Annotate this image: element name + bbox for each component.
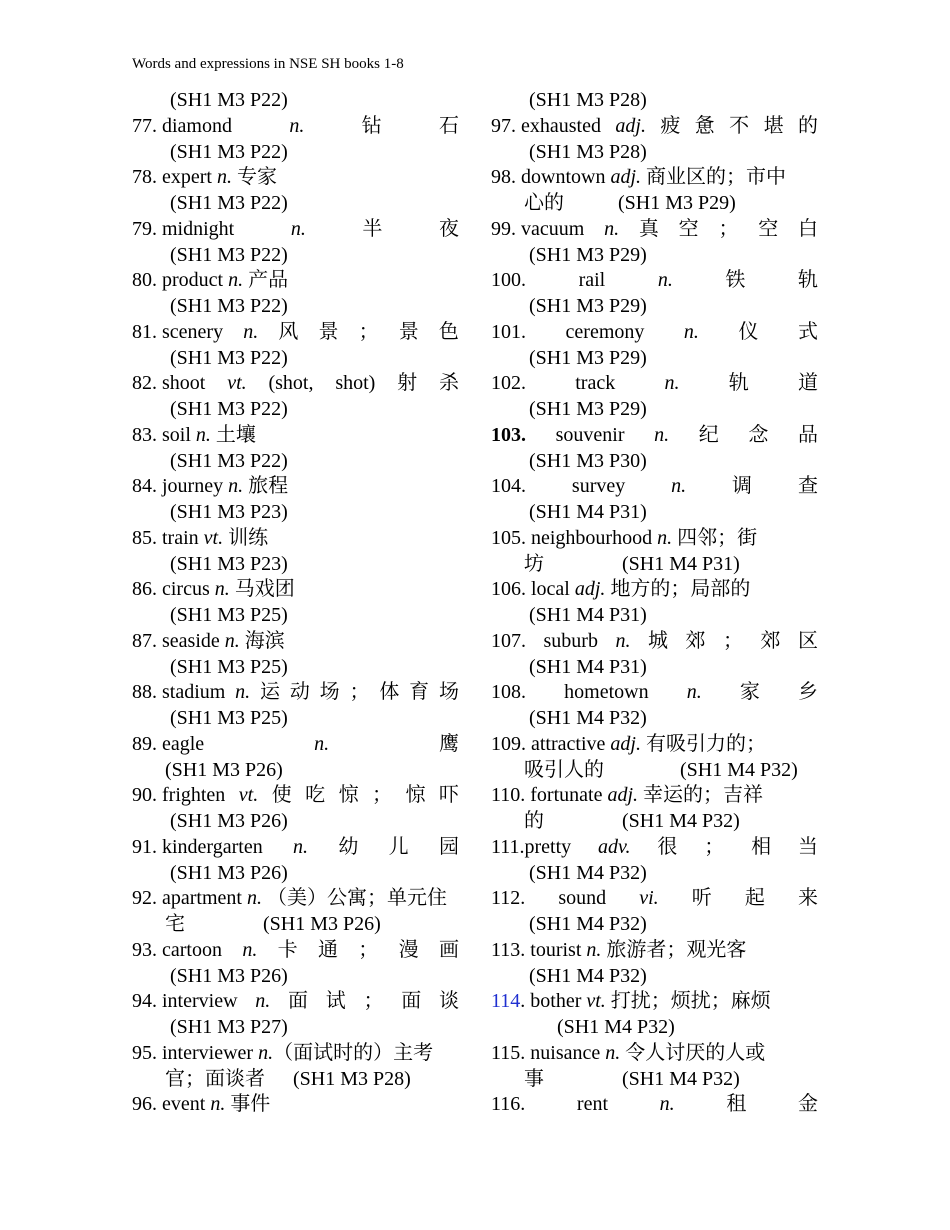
entry-token: 轨 [728,372,749,395]
entry-token: 郊 [760,629,781,652]
source-ref: (SH1 M3 P26) [263,913,381,935]
entry-line [132,217,459,243]
entry-token: souvenir [555,423,625,446]
source-ref: (SH1 M4 P31) [529,501,647,523]
source-ref: (SH1 M3 P22) [170,398,288,420]
entry-token: 半 [362,217,383,240]
entry-token: 使 [271,784,292,807]
right-column [491,88,818,1118]
entry-token: adv. [598,835,631,858]
entry-token: 惊 [405,784,426,807]
source-ref: (SH1 M4 P32) [529,707,647,729]
entry-token: n. [671,475,687,498]
entry-line [491,1092,818,1118]
entry-token: 起 [744,887,765,910]
entry-token: 103. [491,423,526,446]
entry-token: n. [683,320,699,343]
entry-token: (shot, [268,372,314,395]
entry-line: 109. attractive adj. 有吸引力的； [491,732,766,755]
entry-token: 吓 [438,784,459,807]
entry-token: n. [615,629,631,652]
entry-token: 租 [726,1093,747,1116]
entry-token: 不 [729,114,750,137]
entry-token: 空 [758,217,779,240]
source-ref: (SH1 M4 P32) [529,964,647,987]
source-ref: (SH1 M3 P26) [165,758,283,781]
source-ref: (SH1 M3 P30) [529,449,647,472]
entry-line [491,217,818,243]
source-ref: (SH1 M3 P28) [529,89,647,111]
entry-token: suburb [543,629,598,652]
entry-token: ； [704,835,725,858]
source-ref: (SH1 M3 P23) [170,501,288,523]
entry-token: n. [659,1093,675,1116]
source-ref: (SH1 M3 P26) [170,861,288,884]
source-ref: (SH1 M3 P29) [529,398,647,420]
entry-token: 的 [797,114,818,137]
entry-token: 风 [278,320,299,343]
entry-token: ceremony [565,320,645,343]
entry-continuation: 官；面谈者 (SH1 M3 P28) [165,1067,411,1090]
source-ref: (SH1 M3 P22) [170,243,288,266]
entry-token: 鹰 [439,732,459,755]
entry-token: 104. [491,475,526,498]
entry-token: 97. exhausted [491,114,601,137]
entry-token: 107. [491,629,526,652]
entry-line: 85. train vt. 训练 [132,526,269,549]
entry-token: 郊 [685,629,706,652]
entry-line: 115. nuisance n. 令人讨厌的人或 [491,1041,766,1064]
entry-token: 吃 [305,784,326,807]
source-ref: (SH1 M3 P22) [170,449,288,472]
source-ref: (SH1 M3 P29) [529,295,647,317]
entry-token: 101. [491,320,526,343]
source-ref: (SH1 M4 P32) [529,861,647,884]
entry-token: 89. eagle [132,732,205,755]
entry-token: n. [654,423,670,446]
entry-token: 惊 [338,784,359,807]
entry-token: ； [358,320,379,343]
entry-line [132,114,459,140]
entry-line: 95. interviewer n.（面试时的）主考 [132,1041,434,1064]
source-ref: (SH1 M3 P22) [170,89,288,111]
entry-token: ； [349,681,370,704]
source-ref: (SH1 M3 P29) [618,192,736,214]
entry-token: 夜 [438,217,459,240]
entry-token: vt. [227,372,247,395]
entry-line: 80. product n. 产品 [132,269,289,292]
entry-token: 园 [438,835,459,858]
entry-token: 108. [491,681,526,704]
entry-token: survey [571,475,626,498]
source-ref: (SH1 M3 P22) [170,140,288,163]
entry-token: 79. midnight [132,217,235,240]
entry-token: 景 [398,320,419,343]
entry-line [132,680,459,706]
entry-token: adj. [615,114,646,137]
source-ref: (SH1 M3 P22) [170,192,288,214]
entry-line [491,423,818,449]
entry-token: 色 [438,320,459,343]
page-header: Words and expressions in NSE SH books 1-8 [132,56,404,72]
entry-token: 区 [797,629,818,652]
entry-token: 81. scenery [132,320,224,343]
entry-token: vi. [639,887,659,910]
entry-line: 106. local adj. 地方的；局部的 [491,578,751,601]
entry-token: n. [686,681,702,704]
source-ref: (SH1 M4 P31) [529,604,647,626]
entry-token: 动 [289,681,310,704]
entry-token: 道 [797,372,818,395]
entry-token: n. [314,732,330,755]
entry-line [491,680,818,706]
entry-token: 真 [638,217,659,240]
entry-token: shot) [335,372,376,395]
entry-token: 77. diamond [132,114,232,137]
entry-token: n. [242,938,258,961]
source-ref: (SH1 M4 P32) [622,1067,740,1090]
entry-line [491,886,818,912]
source-ref: (SH1 M3 P25) [170,655,288,678]
entry-token: 面 [401,990,422,1013]
entry-token: ； [718,217,739,240]
entry-token: sound [558,887,607,910]
entry-token: 画 [438,938,459,961]
entry-line: 92. apartment n. （美）公寓；单元住 [132,887,447,910]
entry-token: 91. kindergarten [132,835,263,858]
entry-token: 场 [438,681,459,704]
entry-line [132,938,459,964]
entry-token: ； [363,990,384,1013]
entry-line [491,629,818,655]
entry-token: 家 [739,681,760,704]
entry-token: 102. [491,372,526,395]
entry-token: 100. [491,269,526,292]
entry-line: 84. journey n. 旅程 [132,475,289,498]
entry-token: 金 [797,1093,818,1116]
left-column [132,88,459,1118]
entry-line: 78. expert n. 专家 [132,166,277,189]
entry-token: 很 [657,835,678,858]
source-ref: (SH1 M4 P32) [680,758,798,781]
entry-token: n. [657,269,673,292]
entry-token: 白 [798,217,818,240]
entry-token: 111.pretty [491,835,572,858]
source-ref: (SH1 M4 P32) [557,1016,675,1038]
entry-token: 漫 [398,938,419,961]
entry-token: 当 [797,835,818,858]
entry-token: 查 [797,475,818,498]
entry-token: 场 [319,681,340,704]
entry-continuation: 宅 (SH1 M3 P26) [165,913,381,935]
entry-token: n. [235,681,251,704]
source-ref: (SH1 M3 P29) [529,346,647,369]
source-ref: (SH1 M3 P25) [170,707,288,729]
entry-line [132,783,459,809]
source-ref: (SH1 M3 P25) [170,604,288,626]
entry-token: 杀 [439,372,459,395]
entry-token: 谈 [438,990,459,1013]
source-ref: (SH1 M4 P31) [622,552,740,575]
entry-continuation: 坊 (SH1 M4 P31) [524,552,740,575]
entry-line: 105. neighbourhood n. 四邻；街 [491,526,758,549]
entry-token: 试 [325,990,346,1013]
source-ref: (SH1 M4 P32) [622,810,740,832]
entry-token: 卡 [277,938,298,961]
entry-token: rent [576,1093,609,1116]
entry-line [491,835,818,861]
entry-token: 116. [491,1093,526,1116]
entry-token: n. [290,217,306,240]
entry-continuation: 吸引人的 (SH1 M4 P32) [524,758,798,781]
entry-token: 运 [260,681,280,704]
entry-token: ； [372,784,393,807]
entry-token: 品 [797,423,818,446]
entry-token: 幼 [338,835,359,858]
entry-token: 通 [317,938,338,961]
entry-token: n. [664,372,680,395]
entry-token: 听 [691,887,712,910]
entry-token: 堪 [763,114,784,137]
entry-token: 面 [288,990,308,1013]
entry-token: 82. shoot [132,372,206,395]
entry-token: track [575,372,616,395]
entry-line [491,320,818,346]
entry-token: 念 [748,423,769,446]
entry-token: 铁 [725,269,746,292]
entry-token: ； [722,629,743,652]
entry-token: n. [604,217,620,240]
source-ref: (SH1 M3 P27) [170,1016,288,1038]
source-ref: (SH1 M3 P28) [293,1067,411,1090]
entry-line: 114. bother vt. 打扰；烦扰；麻烦 [491,990,771,1013]
entry-token: ； [358,938,379,961]
source-ref: (SH1 M3 P26) [170,964,288,987]
entry-token: 乡 [798,681,818,704]
source-ref: (SH1 M4 P31) [529,655,647,678]
entry-line: 83. soil n. 土壤 [132,423,256,446]
entry-line [132,371,459,397]
entry-token: n. [293,835,309,858]
entry-continuation: 事 (SH1 M4 P32) [524,1067,740,1090]
source-ref: (SH1 M3 P29) [529,243,647,266]
entry-line [132,732,459,758]
entry-token: 儿 [388,835,409,858]
entry-token: 钻 [361,114,382,137]
entry-line [132,835,459,861]
entry-token: 疲 [660,114,681,137]
entry-token: 93. cartoon [132,938,222,961]
entry-token: 景 [318,320,339,343]
entry-line [132,320,459,346]
entry-token: 88. stadium [132,681,226,704]
entry-continuation: 心的 (SH1 M3 P29) [524,192,736,214]
source-ref: (SH1 M3 P26) [170,810,288,832]
source-ref: (SH1 M3 P28) [529,140,647,163]
entry-token: 空 [678,217,699,240]
entry-token: hometown [564,681,649,704]
entry-token: 纪 [698,423,719,446]
entry-line: 110. fortunate adj. 幸运的；吉祥 [491,784,764,807]
entry-token: 90. frighten [132,784,226,807]
entry-token: 城 [647,629,668,652]
entry-token: 调 [732,475,753,498]
source-ref: (SH1 M3 P23) [170,552,288,575]
entry-line [132,989,459,1015]
source-ref: (SH1 M4 P32) [529,913,647,935]
entry-line: 86. circus n. 马戏团 [132,578,295,601]
entry-token: 相 [751,835,772,858]
entry-line [491,371,818,397]
entry-token: 94. interview [132,990,238,1013]
entry-line [491,474,818,500]
entry-token: 石 [438,114,459,137]
entry-token: vt. [238,784,259,807]
entry-line: 113. tourist n. 旅游者；观光客 [491,938,747,961]
source-ref: (SH1 M3 P22) [170,295,288,317]
entry-token: rail [578,269,606,292]
entry-token: 轨 [797,269,818,292]
entry-token: 体 [379,681,400,704]
source-ref: (SH1 M3 P22) [170,346,288,369]
entry-token: 式 [797,320,818,343]
entry-token: 来 [797,887,818,910]
entry-token: 99. vacuum [491,217,585,240]
entry-line [491,268,818,294]
entry-line [491,114,818,140]
entry-line: 87. seaside n. 海滨 [132,629,285,652]
entry-token: 惫 [694,114,715,137]
entry-token: n. [243,320,259,343]
entry-token: 射 [397,372,418,395]
entry-token: 112. [491,887,526,910]
entry-token: n. [289,114,305,137]
entry-continuation: 的 (SH1 M4 P32) [524,810,740,832]
entry-token: n. [255,990,271,1013]
entry-token: 仪 [738,320,759,343]
entry-line: 98. downtown adj. 商业区的；市中 [491,166,787,189]
entry-token: 育 [409,681,430,704]
entry-line: 96. event n. 事件 [132,1093,271,1116]
